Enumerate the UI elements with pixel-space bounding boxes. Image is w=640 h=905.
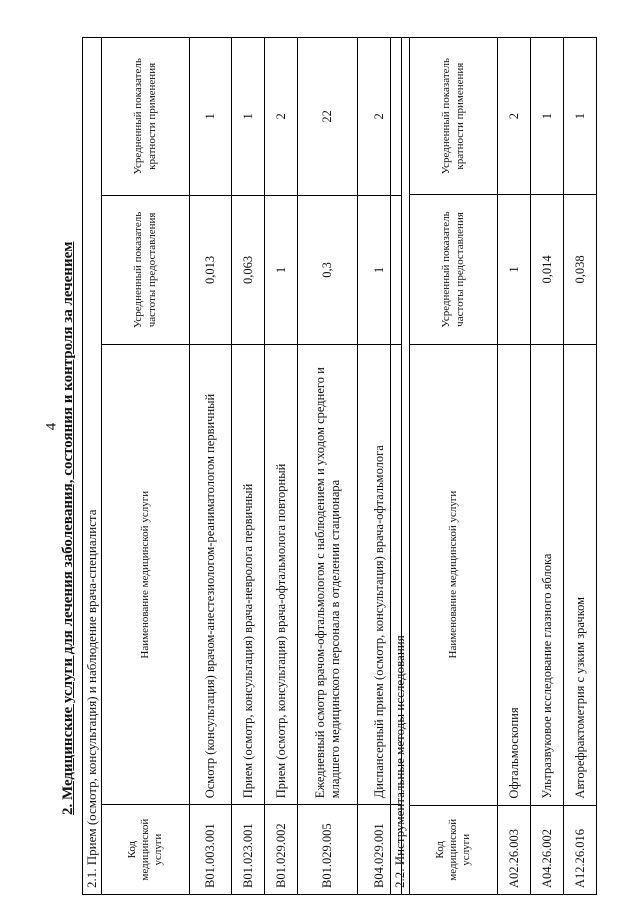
page-number: 4 — [43, 422, 60, 431]
table-row — [190, 38, 232, 895]
header-multiplicity: Усредненный показатель кратности применения — [410, 38, 498, 195]
cell-code: B01.003.001 — [190, 805, 232, 895]
table-row — [232, 38, 265, 895]
cell-frequency: 0,063 — [232, 195, 265, 345]
cell-frequency: 0,3 — [298, 195, 358, 345]
cell-name: Ежедневный осмотр врачом-офтальмологом с наблюдением и уходом среднего и младшего медицинского персонала в отделении стационара — [298, 345, 358, 805]
cell-name: Ультразвуковое исследование глазного яблока — [531, 344, 564, 805]
cell-code: B01.029.005 — [298, 805, 358, 895]
cell-frequency: 0,038 — [564, 195, 597, 344]
cell-multiplicity: 1 — [190, 38, 232, 196]
cell-multiplicity: 2 — [265, 38, 298, 196]
cell-name: Осмотр (консультация) врачом-анестезиологом-реаниматологом первичный — [190, 345, 232, 805]
header-multiplicity: Усредненный показатель кратности применения — [102, 38, 190, 196]
table-row — [298, 38, 358, 895]
cell-name: Прием (осмотр, консультация) врача-невролога первичный — [232, 345, 265, 805]
cell-code: B01.023.001 — [232, 805, 265, 895]
cell-multiplicity: 1 — [564, 38, 597, 195]
cell-multiplicity: 1 — [531, 38, 564, 195]
cell-code: B01.029.002 — [265, 805, 298, 895]
header-name: Наименование медицинской услуги — [410, 344, 498, 805]
cell-multiplicity: 2 — [358, 38, 402, 196]
header-frequency: Усредненный показатель частоты предоставления — [410, 195, 498, 344]
cell-code: A02.26.003 — [498, 805, 531, 894]
cell-code: B04.029.001 — [358, 805, 402, 895]
cell-frequency: 0,014 — [531, 195, 564, 344]
cell-frequency: 0,013 — [190, 195, 232, 345]
cell-frequency: 1 — [498, 195, 531, 344]
table-consultations — [82, 37, 402, 895]
table-row — [498, 38, 531, 895]
cell-multiplicity: 2 — [498, 38, 531, 195]
table-row — [564, 38, 597, 895]
cell-multiplicity: 1 — [232, 38, 265, 196]
header-code: Код медицинской услуги — [410, 805, 498, 894]
cell-name: Прием (осмотр, консультация) врача-офтальмолога повторный — [265, 345, 298, 805]
header-code: Код медицинской услуги — [102, 805, 190, 895]
header-name: Наименование медицинской услуги — [102, 345, 190, 805]
cell-name: Диспансерный прием (осмотр, консультация) врача-офтальмолога — [358, 345, 402, 805]
header-frequency: Усредненный показатель частоты предоставления — [102, 195, 190, 345]
table-row — [531, 38, 564, 895]
cell-frequency: 1 — [265, 195, 298, 345]
table-row — [265, 38, 298, 895]
section-heading: 2. Медицинские услуги для лечения заболевания, состояния и контроля за лечением — [60, 241, 76, 815]
cell-name: Авторефрактометрия с узким зрачком — [564, 344, 597, 805]
cell-name: Офтальмоскопия — [498, 344, 531, 805]
cell-frequency: 1 — [358, 195, 402, 345]
cell-code: A12.26.016 — [564, 805, 597, 894]
table-title: 2.2. Инструментальные методы исследования — [391, 38, 410, 895]
cell-code: A04.26.002 — [531, 805, 564, 894]
table-title: 2.1. Прием (осмотр, консультация) и наблюдение врача-специалиста — [83, 38, 102, 895]
table-instrumental-methods — [390, 37, 597, 895]
cell-multiplicity: 22 — [298, 38, 358, 196]
